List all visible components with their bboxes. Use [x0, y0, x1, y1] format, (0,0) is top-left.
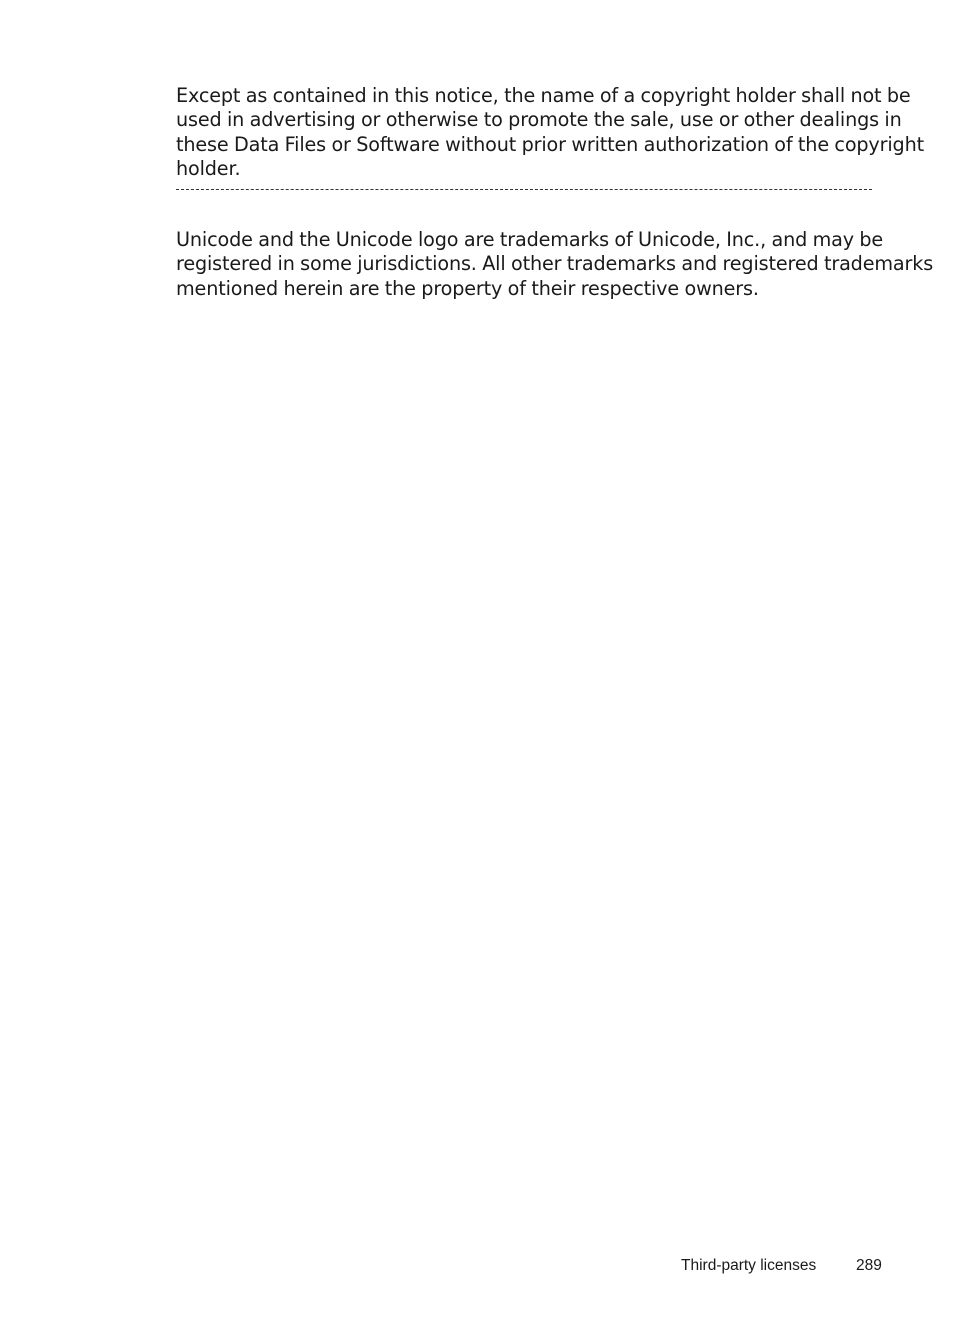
- paragraph-line: mentioned herein are the property of their respective owners.: [176, 276, 759, 300]
- dashed-divider: [176, 189, 872, 190]
- page-footer: [0, 1257, 954, 1277]
- footer-section-title: Third-party licenses: [681, 1257, 817, 1274]
- paragraph-line: Unicode and the Unicode logo are trademarks of Unicode, Inc., and may be: [176, 228, 884, 252]
- page-content: [176, 84, 934, 301]
- paragraph-line: registered in some jurisdictions. All other trademarks and registered trademarks: [176, 252, 934, 276]
- paragraph-line: these Data Files or Software without prior written authorization of the copyright: [176, 132, 924, 156]
- page-number: 289: [856, 1257, 882, 1274]
- paragraph-line: Except as contained in this notice, the name of a copyright holder shall not be: [176, 84, 911, 107]
- copyright-notice-paragraph: [176, 84, 924, 181]
- paragraph-line: holder.: [176, 156, 241, 180]
- trademark-notice-paragraph: [176, 228, 934, 301]
- paragraph-line: used in advertising or otherwise to promote the sale, use or other dealings in: [176, 108, 902, 132]
